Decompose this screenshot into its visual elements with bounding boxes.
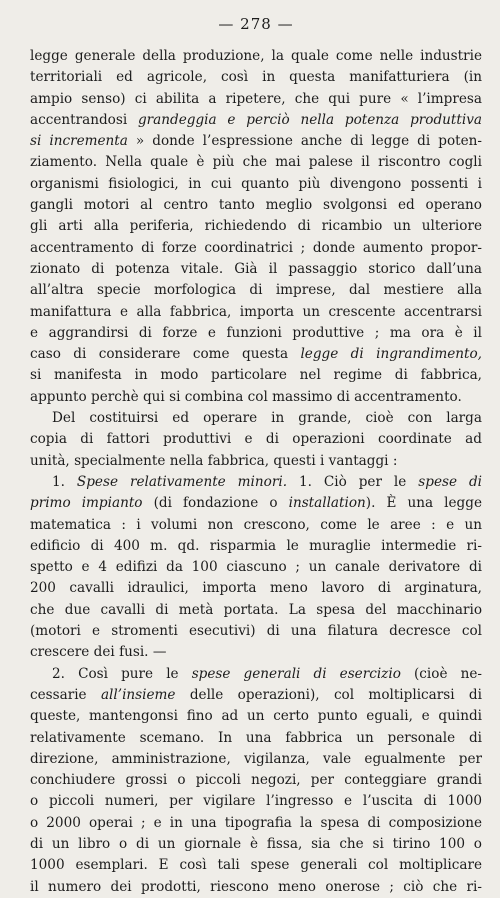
text-run: caso di considerare come questa bbox=[30, 346, 301, 363]
text-line bbox=[30, 110, 482, 131]
italic-text: all’insieme bbox=[100, 686, 176, 703]
text-run: gli arti alla periferia, richiedendo di ricambio un ulteriore bbox=[30, 218, 482, 235]
italic-text: spese generali di esercizio bbox=[191, 665, 401, 682]
text-run: di un libro o di un giornale è fissa, sia che si tirino 100 o bbox=[30, 835, 482, 852]
text-run: gangli motori al centro tanto meglio svolgonsi ed operano bbox=[30, 197, 482, 214]
text-line bbox=[30, 770, 482, 791]
text-run: direzione, amministrazione, vigilanza, vale egualmente per bbox=[30, 750, 482, 767]
text-run: 2. Così pure le bbox=[52, 665, 192, 682]
text-line bbox=[30, 813, 482, 834]
text-run: territoriali ed agricole, così in questa manifatturiera (in bbox=[30, 69, 482, 86]
text-run: edificio di 400 m. qd. risparmia le muraglie intermedie ri- bbox=[30, 537, 482, 554]
text-line bbox=[30, 557, 482, 578]
text-line bbox=[30, 515, 482, 536]
text-run: queste, mantengonsi fino ad un certo punto eguali, e quindi bbox=[30, 708, 482, 725]
text-run: manifattura e alla fabbrica, importa un crescente accentrarsi bbox=[30, 303, 482, 320]
text-run: Del costituirsi ed operare in grande, cioè con larga bbox=[52, 410, 482, 427]
text-line bbox=[30, 685, 482, 706]
text-run: delle operazioni), col moltiplicarsi di bbox=[175, 686, 482, 703]
text-run: o 2000 operai ; e in una tipografia la spesa di composizione bbox=[30, 814, 482, 831]
italic-text: grandeggia e perciò nella potenza produttiva bbox=[137, 111, 482, 128]
text-line bbox=[30, 600, 482, 621]
text-run: ampio senso) ci abilita a ripetere, che qui pure « l’impresa bbox=[30, 90, 482, 107]
text-line bbox=[30, 216, 482, 237]
text-line bbox=[30, 621, 482, 642]
text-line bbox=[30, 877, 482, 898]
text-line bbox=[30, 323, 482, 344]
text-run: matematica : i volumi non crescono, come le aree : e un bbox=[30, 516, 482, 533]
italic-text: primo impianto bbox=[30, 495, 143, 512]
text-line bbox=[30, 387, 482, 408]
text-line bbox=[30, 195, 482, 216]
text-line bbox=[30, 46, 482, 67]
text-run: che due cavalli di metà portata. La spesa del macchinario bbox=[30, 601, 482, 618]
text-run: 1. Ciò per le bbox=[287, 473, 419, 490]
text-run: zionato di potenza vitale. Già il passaggio storico dall’una bbox=[30, 260, 482, 277]
text-run: appunto perchè qui si combina col massimo di accentramento. bbox=[30, 388, 462, 405]
italic-text: Spese relativamente minori. bbox=[76, 473, 288, 490]
text-line bbox=[30, 749, 482, 770]
text-line bbox=[30, 365, 482, 386]
italic-text: spese di bbox=[418, 473, 482, 490]
text-line bbox=[30, 855, 482, 876]
text-run: accentrandosi bbox=[30, 111, 138, 128]
text-run: spetto e 4 edifizi da 100 ciascuno ; un canale derivatore di bbox=[30, 559, 482, 576]
text-line bbox=[30, 642, 482, 663]
text-run: il numero dei prodotti, riescono meno onerose ; ciò che ri- bbox=[30, 878, 482, 895]
text-line bbox=[30, 344, 482, 365]
text-run: 1000 esemplari. E così tali spese generali col moltiplicare bbox=[30, 857, 482, 874]
text-run: ziamento. Nella quale è più che mai palese il riscontro cogli bbox=[30, 154, 482, 171]
text-run: si manifesta in modo particolare nel regime di fabbrica, bbox=[30, 367, 482, 384]
text-line bbox=[30, 280, 482, 301]
text-line bbox=[30, 89, 482, 110]
text-line bbox=[30, 493, 482, 514]
text-run: e aggrandirsi di forze e funzioni produttive ; ma ora è il bbox=[30, 324, 482, 341]
text-run: 200 cavalli idraulici, importa meno lavoro di arginatura, bbox=[30, 580, 482, 597]
page-number: — 278 — bbox=[218, 15, 294, 33]
text-run: all’altra specie morfologica di imprese, dal mestiere alla bbox=[30, 282, 482, 299]
text-run: conchiudere grossi o piccoli negozi, per conteggiare grandi bbox=[30, 772, 482, 789]
text-run: o piccoli numeri, per vigilare l’ingresso e l’uscita di 1000 bbox=[30, 793, 482, 810]
text-run: 1. bbox=[52, 473, 77, 490]
italic-text: installation bbox=[288, 495, 366, 512]
text-run: unità, specialmente nella fabbrica, questi i vantaggi : bbox=[30, 452, 398, 469]
text-run: organismi fisiologici, in cui quanto più divengono possenti i bbox=[30, 175, 482, 192]
italic-text: si incrementa bbox=[30, 133, 128, 150]
text-line bbox=[30, 834, 482, 855]
text-run: (di fondazione o bbox=[142, 495, 289, 512]
text-run: crescere dei fusi. — bbox=[30, 644, 167, 661]
text-line bbox=[30, 536, 482, 557]
text-line bbox=[30, 578, 482, 599]
text-line bbox=[30, 238, 482, 259]
text-line bbox=[30, 791, 482, 812]
text-run: accentramento di forze coordinatrici ; donde aumento propor- bbox=[30, 239, 482, 256]
text-run: cessarie bbox=[30, 686, 101, 703]
text-line bbox=[30, 259, 482, 280]
text-line bbox=[30, 408, 482, 429]
text-line bbox=[30, 67, 482, 88]
italic-text: legge di ingrandimento, bbox=[300, 346, 482, 363]
text-line bbox=[30, 174, 482, 195]
text-line bbox=[30, 152, 482, 173]
text-run: ). È una legge bbox=[365, 495, 482, 512]
text-run: legge generale della produzione, la quale come nelle industrie bbox=[30, 48, 482, 64]
text-line bbox=[30, 302, 482, 323]
text-line bbox=[30, 706, 482, 727]
text-run: relativamente scemano. In una fabbrica un personale di bbox=[30, 729, 482, 746]
text-line bbox=[30, 664, 482, 685]
text-run: (motori e stromenti esecutivi) di una filatura decresce col bbox=[30, 623, 482, 640]
text-line bbox=[30, 472, 482, 493]
text-run: copia di fattori produttivi e di operazioni coordinate ad bbox=[30, 431, 482, 448]
text-line bbox=[30, 728, 482, 749]
body-text bbox=[30, 46, 482, 898]
text-run: (cioè ne- bbox=[400, 665, 482, 682]
text-run: » donde l’espressione anche di legge di poten- bbox=[127, 133, 482, 150]
text-line bbox=[30, 131, 482, 152]
text-line bbox=[30, 429, 482, 450]
text-line bbox=[30, 451, 482, 472]
